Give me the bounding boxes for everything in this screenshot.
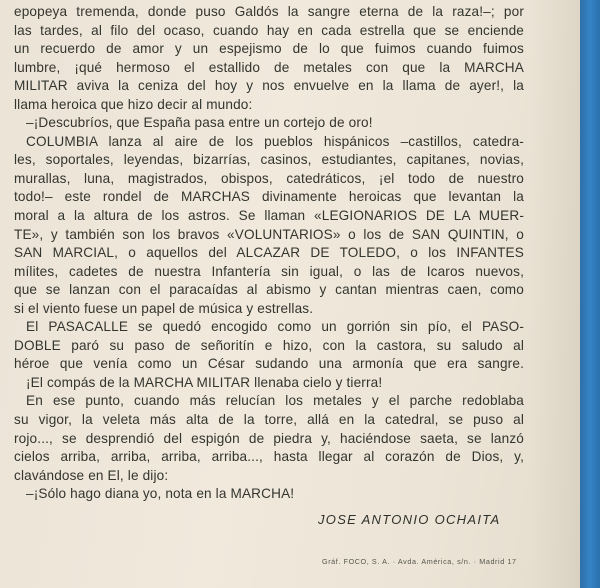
text-line: un recuerdo de amor y un espejismo de lo que fuimos cuando fuimos — [14, 41, 524, 57]
text-line: TE», y también son los bravos «VOLUNTARIOS» o los de SAN QUINTIN, o — [14, 226, 524, 242]
printer-imprint: Gráf. FOCO, S. A. · Avda. América, s/n. · Madrid 17 — [322, 557, 517, 566]
text-line: clavándose en El, le dijo: — [14, 467, 169, 483]
text-line: ¡El compás de la MARCHA MILITAR llenaba cielo y tierra! — [26, 374, 383, 390]
text-line: llama heroica que hizo decir al mundo: — [14, 96, 253, 112]
text-line: epopeya tremenda, donde puso Galdós la sangre eterna de la raza!–; por — [14, 4, 524, 19]
text-line: murallas, luna, magistrados, obispos, catedráticos, ¡el todo de nuestro — [14, 170, 524, 186]
text-line: todo!– este rondel de MARCHAS divinamente heroicas que levantan la — [14, 189, 524, 205]
text-line: moral a la altura de los astros. Se llaman «LEGIONARIOS DE LA MUER- — [14, 208, 524, 224]
text-line: las tardes, al filo del ocaso, cuando hay en cada estrella que se enciende — [14, 22, 524, 38]
text-line: –¡Sólo hago diana yo, nota en la MARCHA! — [26, 486, 295, 502]
text-line: COLUMBIA lanza al aire de los pueblos hispánicos –castillos, catedra- — [26, 133, 524, 149]
liner-notes-text — [14, 3, 524, 504]
text-line: SAN MARCIAL, o aquellos del ALCAZAR DE TOLEDO, o los INFANTES — [14, 245, 524, 261]
text-line: lumbre, ¡qué hermoso el estallido de metales con que la MARCHA — [14, 59, 524, 75]
text-line: rojo..., se desprendió del espigón de piedra y, haciéndose saeta, se lanzó — [14, 430, 524, 446]
text-line: cielos arriba, arriba, arriba, arriba..., hasta llegar al corazón de Dios, y, — [14, 449, 524, 465]
text-line: DOBLE paró su paso de señoritín e hizo, con la castora, su saludo al — [14, 337, 524, 353]
text-line: En ese punto, cuando más relucían los metales y el parche redoblaba — [26, 393, 524, 409]
blue-sleeve-edge — [580, 0, 600, 588]
text-line: les, soportales, leyendas, bizarrías, casinos, estudiantes, capitanes, novias, — [14, 152, 524, 168]
text-line: El PASACALLE se quedó encogido como un gorrión sin pío, el PASO- — [26, 319, 524, 335]
text-line: MILITAR aviva la ceniza del hoy y nos envuelve en la llama de ayer!, la — [14, 78, 524, 94]
text-line: héroe que venía como un César sudando una armonía que era sangre. — [14, 356, 524, 372]
text-line: si el viento fuese un papel de música y estrellas. — [14, 300, 314, 316]
author-signature: JOSE ANTONIO OCHAITA — [318, 512, 501, 527]
text-line: que se lanzan con el paracaídas al abismo y cantan mientras caen, como — [14, 282, 524, 298]
paper-shadow — [530, 0, 580, 588]
text-line: su vigor, la veleta más alta de la torre, allá en la catedral, se puso al — [14, 412, 524, 428]
text-line: –¡Descubríos, que España pasa entre un cortejo de oro! — [26, 115, 373, 131]
text-line: mílites, cadetes de nuestra Infantería sin igual, o las de Icaros nuevos, — [14, 263, 524, 279]
